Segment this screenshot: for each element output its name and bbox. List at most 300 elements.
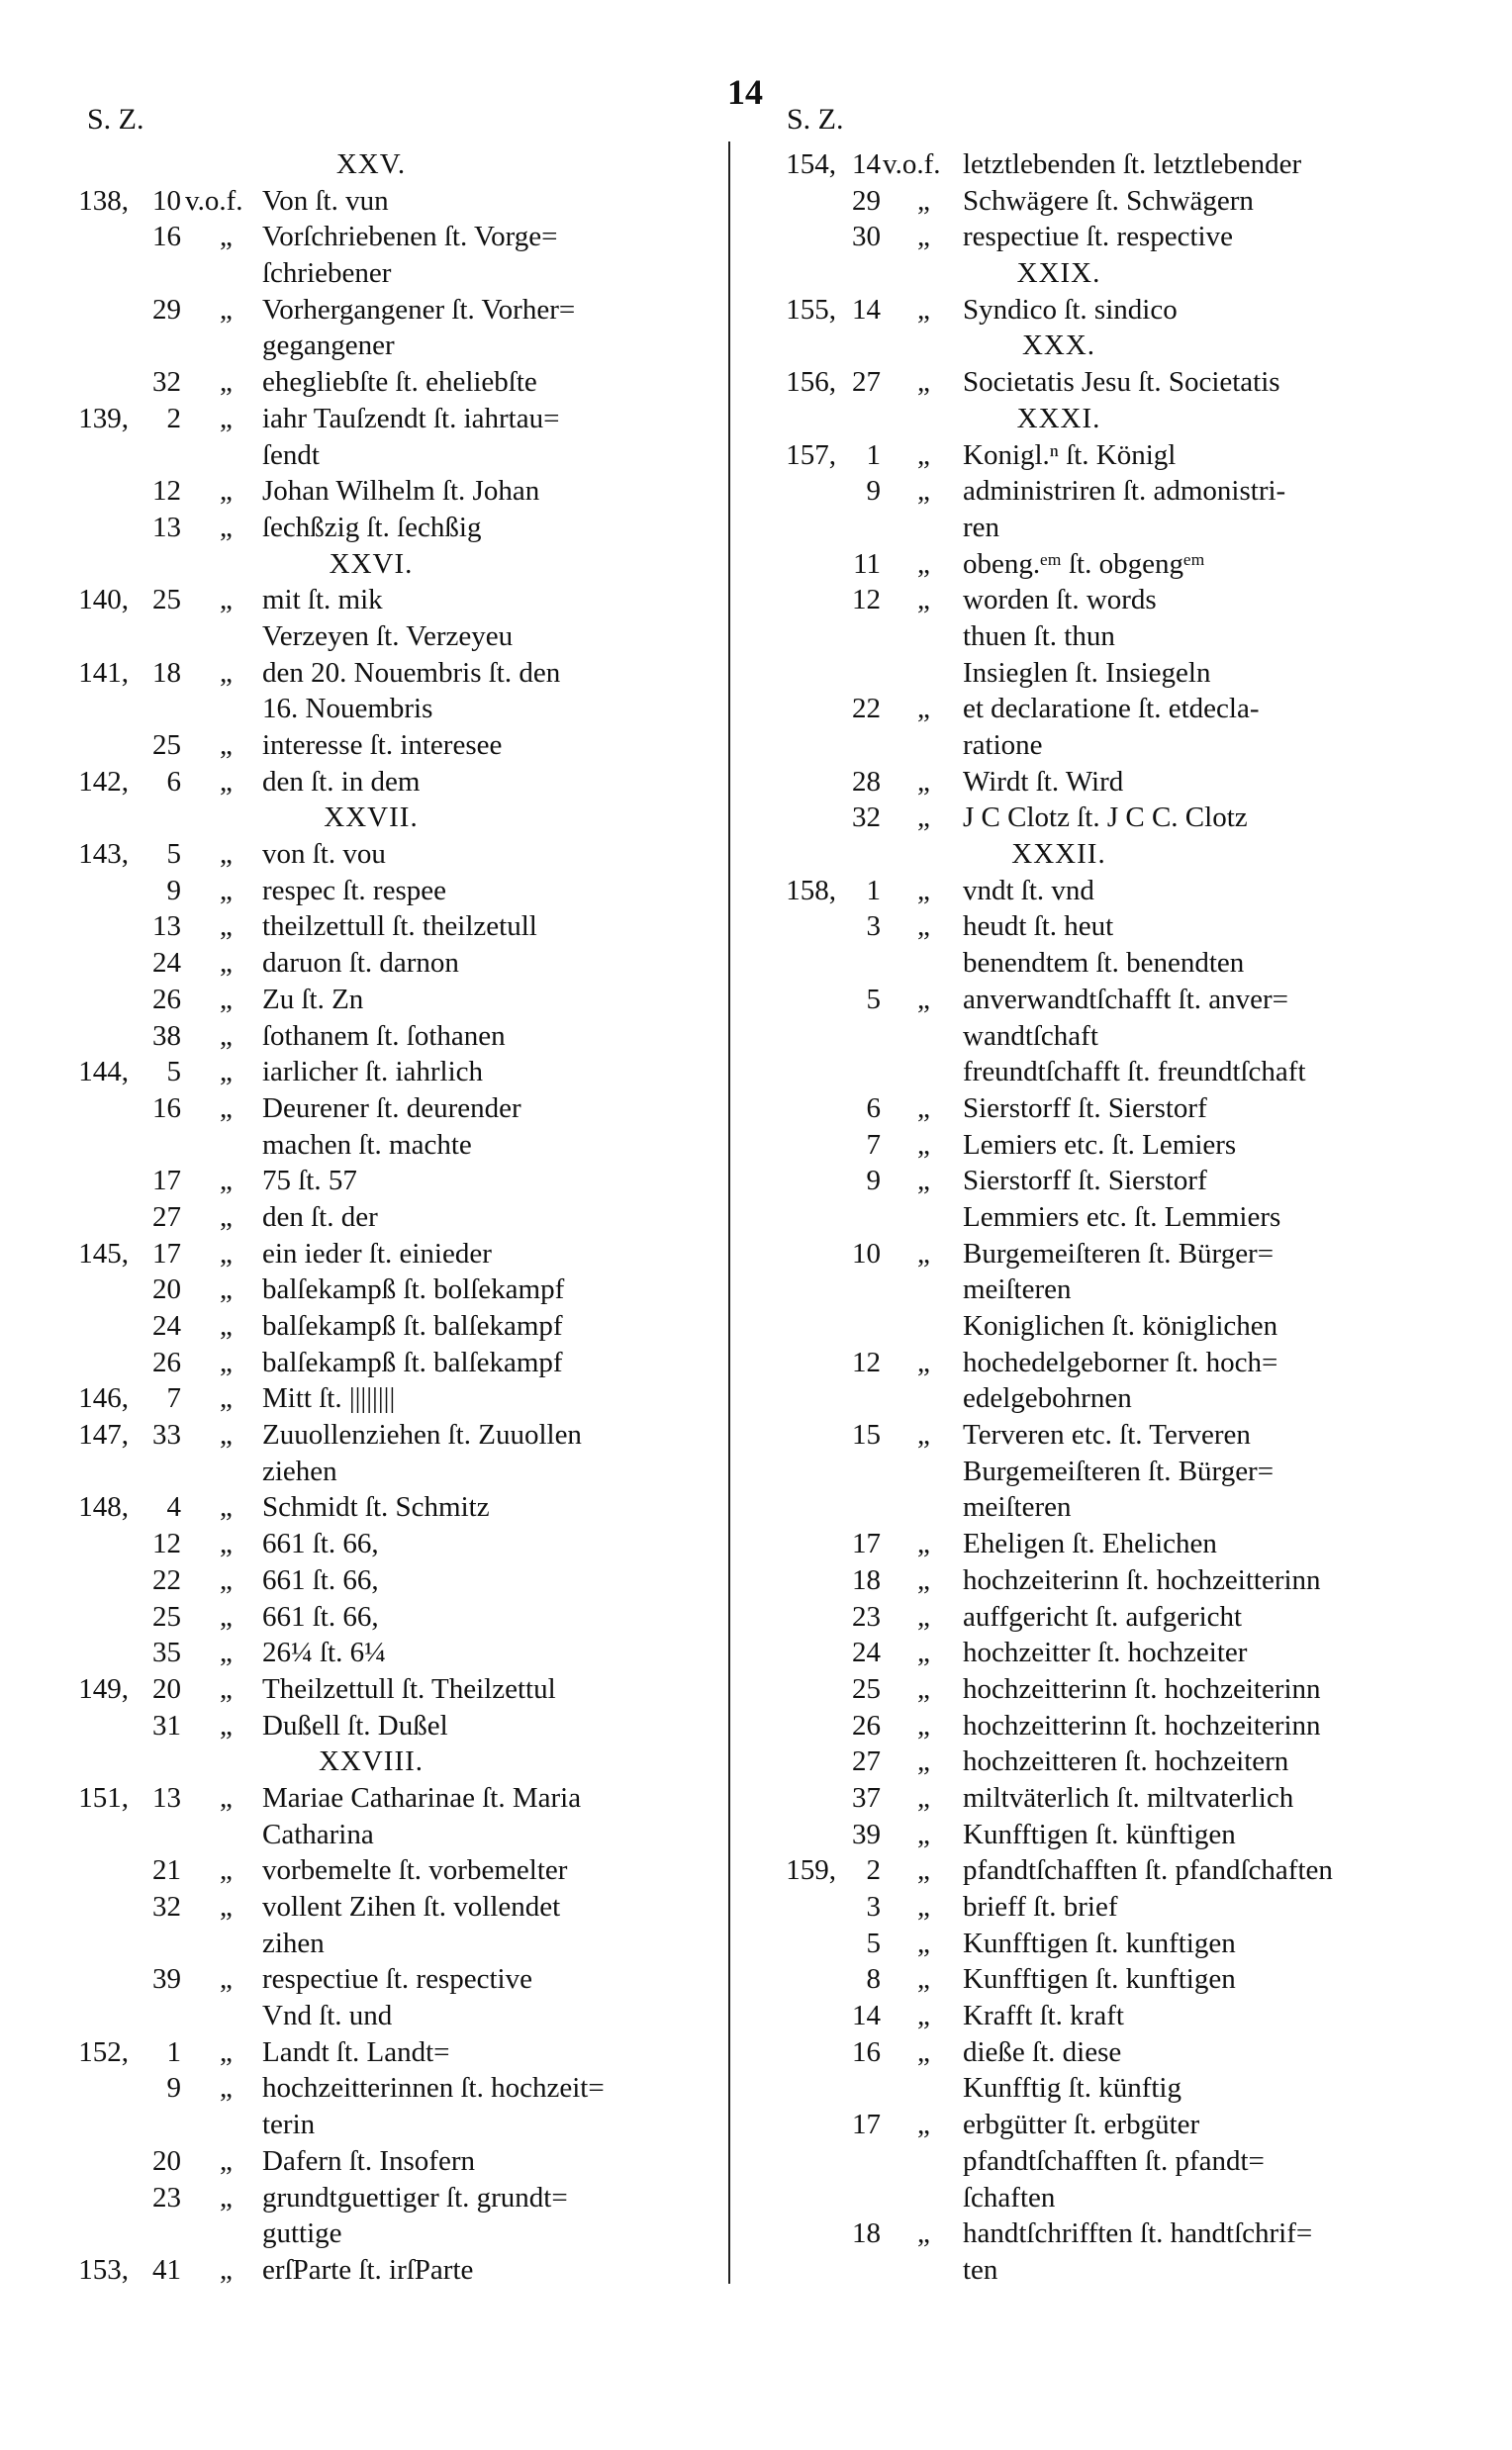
line-ref: 32 <box>852 801 881 834</box>
errata-entry <box>0 764 722 801</box>
ditto-mark: „ <box>917 1854 930 1887</box>
line-ref: 2 <box>866 1854 881 1887</box>
line-ref: 35 <box>152 1637 181 1669</box>
ditto-mark: „ <box>220 2072 233 2105</box>
ditto-mark: „ <box>220 1419 233 1452</box>
correction-text: Theilzettull ſt. Theilzettul <box>262 1672 556 1705</box>
line-ref: 16 <box>852 2035 881 2068</box>
ditto-mark: „ <box>220 1672 233 1705</box>
errata-entry <box>698 1708 1450 1744</box>
errata-entry <box>0 836 722 873</box>
errata-entry <box>698 1345 1450 1381</box>
correction-text: erſParte ſt. irſParte <box>262 2253 474 2286</box>
errata-entry <box>698 655 1450 692</box>
line-ref: 18 <box>152 656 181 689</box>
errata-entry <box>0 437 722 474</box>
section-heading-row <box>0 800 722 836</box>
errata-entry <box>0 2034 722 2071</box>
correction-text: Johan Wilhelm ſt. Johan <box>262 475 540 508</box>
line-ref: 10 <box>852 1237 881 1270</box>
line-ref: 5 <box>166 1056 181 1088</box>
ditto-mark: „ <box>917 1818 930 1850</box>
correction-text: Mariae Catharinae ſt. Maria <box>262 1781 582 1814</box>
correction-text: benendtem ſt. benendten <box>963 947 1245 980</box>
correction-text: Schmidt ſt. Schmitz <box>262 1491 490 1524</box>
errata-entry <box>698 183 1450 220</box>
ditto-mark: „ <box>917 221 930 253</box>
errata-entry <box>698 473 1450 510</box>
errata-entry <box>0 2070 722 2107</box>
errata-entry <box>0 473 722 510</box>
ditto-mark: „ <box>917 1419 930 1452</box>
line-ref: 18 <box>852 1563 881 1596</box>
errata-entry <box>698 982 1450 1018</box>
correction-text: Catharina <box>262 1818 374 1850</box>
line-ref: 27 <box>852 366 881 399</box>
line-ref: 32 <box>152 1891 181 1923</box>
ditto-mark: „ <box>220 293 233 326</box>
ditto-mark: „ <box>220 1637 233 1669</box>
left-column-errata <box>0 146 722 2289</box>
line-ref: 9 <box>166 2072 181 2105</box>
line-ref: 20 <box>152 1273 181 1306</box>
ditto-mark: „ <box>917 765 930 798</box>
correction-text: wandtſchaft <box>963 1019 1098 1052</box>
ditto-mark: „ <box>917 1745 930 1778</box>
line-ref: 39 <box>852 1818 881 1850</box>
ditto-mark: „ <box>220 402 233 434</box>
correction-text: Syndico ſt. sindico <box>963 293 1178 326</box>
ditto-mark: „ <box>917 366 930 399</box>
errata-entry <box>0 618 722 655</box>
errata-entry <box>698 1417 1450 1454</box>
correction-text: Deurener ſt. deurender <box>262 1091 521 1124</box>
page-ref: 158, <box>786 874 836 906</box>
errata-entry <box>0 401 722 437</box>
errata-entry <box>0 2215 722 2252</box>
correction-text: Terveren etc. ſt. Terveren <box>963 1419 1251 1452</box>
correction-text: Mitt ſt. |||||||| <box>262 1382 396 1415</box>
errata-entry <box>0 727 722 764</box>
errata-entry <box>698 1562 1450 1599</box>
correction-text: J C Clotz ſt. J C C. Clotz <box>963 801 1248 834</box>
line-ref: 8 <box>866 1963 881 1996</box>
correction-text: Von ſt. vun <box>262 184 389 217</box>
errata-entry <box>0 691 722 727</box>
line-ref: 23 <box>852 1600 881 1633</box>
errata-entry <box>698 1199 1450 1236</box>
correction-text: edelgebohrnen <box>963 1382 1132 1415</box>
section-heading-row <box>0 546 722 583</box>
line-ref: 12 <box>152 1528 181 1560</box>
correction-text: Vorſchriebenen ſt. Vorge= <box>262 221 558 253</box>
ditto-mark: „ <box>220 983 233 1015</box>
ditto-mark: „ <box>220 511 233 543</box>
ditto-mark: „ <box>917 293 930 326</box>
errata-entry <box>698 1090 1450 1127</box>
line-ref: 24 <box>152 1310 181 1342</box>
page-ref: 145, <box>78 1237 129 1270</box>
correction-text: terin <box>262 2109 316 2141</box>
ditto-mark: „ <box>220 1528 233 1560</box>
correction-text: respec ſt. respee <box>262 874 446 906</box>
correction-text: Schwägere ſt. Schwägern <box>963 184 1254 217</box>
page-ref: 153, <box>78 2253 129 2286</box>
page-number: 14 <box>727 72 763 112</box>
line-ref: 3 <box>866 1891 881 1923</box>
ditto-mark: „ <box>917 1563 930 1596</box>
correction-text: heudt ſt. heut <box>963 910 1114 943</box>
errata-entry <box>0 582 722 618</box>
line-ref: 15 <box>852 1419 881 1452</box>
correction-text: mit ſt. mik <box>262 584 383 616</box>
line-ref: 9 <box>866 475 881 508</box>
errata-entry <box>0 1526 722 1562</box>
line-ref: 17 <box>152 1237 181 1270</box>
ditto-mark: „ <box>220 1346 233 1378</box>
correction-text: freundtſchafft ſt. freundtſchaft <box>963 1056 1306 1088</box>
section-heading: XXVII. <box>324 801 419 834</box>
errata-entry <box>698 510 1450 546</box>
line-ref: 7 <box>166 1382 181 1415</box>
correction-text: Zuuollenziehen ſt. Zuuollen <box>262 1419 582 1452</box>
line-ref: 9 <box>166 874 181 906</box>
correction-text: Societatis Jesu ſt. Societatis <box>963 366 1280 399</box>
ditto-mark: „ <box>220 874 233 906</box>
correction-text: Kunfftigen ſt. kunftigen <box>963 1963 1236 1996</box>
correction-text: hochzeitterinn ſt. hochzeiterinn <box>963 1672 1321 1705</box>
correction-text: respectiue ſt. respective <box>262 1963 532 1996</box>
line-ref: 13 <box>152 1781 181 1814</box>
right-column-header: S. Z. <box>787 103 844 136</box>
line-ref: 1 <box>866 874 881 906</box>
correction-text: Zu ſt. Zn <box>262 983 364 1015</box>
correction-text: pfandtſchafften ſt. pfandt= <box>963 2144 1265 2177</box>
errata-entry <box>698 1889 1450 1926</box>
errata-entry <box>0 292 722 329</box>
errata-entry <box>698 1780 1450 1817</box>
correction-text: brieff ſt. brief <box>963 1891 1118 1923</box>
correction-text: hochedelgeborner ſt. hoch= <box>963 1346 1278 1378</box>
ditto-mark: „ <box>917 1672 930 1705</box>
page-ref: 139, <box>78 402 129 434</box>
line-ref: 22 <box>152 1563 181 1596</box>
ditto-mark: „ <box>917 1346 930 1378</box>
errata-entry <box>698 1635 1450 1671</box>
errata-entry <box>0 219 722 255</box>
errata-entry <box>698 437 1450 474</box>
errata-entry <box>0 1380 722 1417</box>
errata-entry <box>698 1272 1450 1308</box>
correction-text: 661 ſt. 66, <box>262 1563 379 1596</box>
line-ref: 13 <box>152 910 181 943</box>
correction-text: Insieglen ſt. Insiegeln <box>963 656 1211 689</box>
errata-entry <box>0 2143 722 2180</box>
errata-entry <box>698 618 1450 655</box>
errata-entry <box>0 1635 722 1671</box>
ditto-mark: „ <box>220 765 233 798</box>
correction-text: hochzeiterinn ſt. hochzeitterinn <box>963 1563 1321 1596</box>
line-ref: 10 <box>152 184 181 217</box>
line-ref: 24 <box>852 1637 881 1669</box>
line-ref: 7 <box>866 1128 881 1161</box>
errata-entry <box>698 1926 1450 1962</box>
line-ref: 5 <box>866 983 881 1015</box>
correction-text: Landt ſt. Landt= <box>262 2035 450 2068</box>
errata-entry <box>698 764 1450 801</box>
page-ref: 141, <box>78 656 129 689</box>
ditto-mark: „ <box>220 729 233 761</box>
page-ref: 146, <box>78 1382 129 1415</box>
line-ref: 31 <box>152 1709 181 1742</box>
errata-entry <box>0 510 722 546</box>
line-ref: 12 <box>852 1346 881 1378</box>
errata-entry <box>698 1054 1450 1090</box>
errata-entry <box>0 1054 722 1090</box>
errata-entry <box>698 582 1450 618</box>
section-heading-row <box>698 255 1450 292</box>
ditto-mark: „ <box>220 475 233 508</box>
correction-text: von ſt. vou <box>262 838 386 871</box>
line-ref: 18 <box>852 2217 881 2250</box>
correction-text: ziehen <box>262 1455 337 1487</box>
correction-text: vndt ſt. vnd <box>963 874 1094 906</box>
errata-entry <box>698 873 1450 909</box>
errata-entry <box>0 2107 722 2143</box>
correction-text: ſchaften <box>963 2181 1056 2214</box>
page-ref: 156, <box>786 366 836 399</box>
page-ref: 152, <box>78 2035 129 2068</box>
ditto-mark: „ <box>220 1273 233 1306</box>
ditto-mark: „ <box>220 1382 233 1415</box>
ditto-mark: „ <box>917 693 930 725</box>
ditto-mark: „ <box>220 1709 233 1742</box>
correction-text: administriren ſt. admonistri- <box>963 475 1286 508</box>
page-ref: 159, <box>786 1854 836 1887</box>
page-ref: 138, <box>78 184 129 217</box>
line-ref: 20 <box>152 2144 181 2177</box>
section-heading: XXX. <box>1021 330 1096 362</box>
line-ref: 22 <box>852 693 881 725</box>
ditto-mark: „ <box>220 366 233 399</box>
section-heading-row <box>698 836 1450 873</box>
section-heading-row <box>0 146 722 183</box>
errata-entry <box>0 1454 722 1490</box>
correction-text: guttige <box>262 2217 342 2250</box>
ditto-mark: „ <box>917 438 930 471</box>
correction-text: dieße ſt. diese <box>963 2035 1122 2068</box>
correction-text: balſekampß ſt. balſekampf <box>262 1346 563 1378</box>
errata-entry <box>0 1163 722 1199</box>
correction-text: worden ſt. words <box>963 584 1157 616</box>
errata-entry <box>698 2215 1450 2252</box>
errata-entry <box>698 1489 1450 1526</box>
ditto-mark: „ <box>917 874 930 906</box>
line-ref: 6 <box>866 1091 881 1124</box>
errata-entry <box>0 2252 722 2289</box>
errata-entry <box>698 1852 1450 1889</box>
correction-text: hochzeitter ſt. hochzeiter <box>963 1637 1248 1669</box>
correction-text: machen ſt. machte <box>262 1128 472 1161</box>
ditto-mark: „ <box>917 801 930 834</box>
line-ref: 21 <box>152 1854 181 1887</box>
ditto-mark: „ <box>220 2144 233 2177</box>
page-ref: 144, <box>78 1056 129 1088</box>
errata-entry <box>698 1998 1450 2034</box>
errata-entry <box>698 1127 1450 1164</box>
correction-text: Lemmiers etc. ſt. Lemmiers <box>963 1200 1281 1233</box>
section-heading: XXV. <box>335 148 407 180</box>
correction-text: respectiue ſt. respective <box>963 221 1233 253</box>
ditto-mark: „ <box>917 1709 930 1742</box>
ditto-mark: „ <box>220 221 233 253</box>
line-ref: 29 <box>152 293 181 326</box>
errata-entry <box>0 1272 722 1308</box>
page-ref: 151, <box>78 1781 129 1814</box>
ditto-mark: v.o.f. <box>883 148 941 180</box>
correction-text: gegangener <box>262 330 395 362</box>
ditto-mark: „ <box>220 1854 233 1887</box>
errata-entry <box>0 873 722 909</box>
line-ref: 17 <box>152 1165 181 1197</box>
correction-text: Vnd ſt. und <box>262 2000 393 2032</box>
correction-text: zihen <box>262 1927 325 1959</box>
page-ref: 147, <box>78 1419 129 1452</box>
line-ref: 25 <box>852 1672 881 1705</box>
errata-entry <box>0 1852 722 1889</box>
line-ref: 16 <box>152 221 181 253</box>
errata-entry <box>698 219 1450 255</box>
ditto-mark: „ <box>220 2035 233 2068</box>
line-ref: 25 <box>152 1600 181 1633</box>
errata-entry <box>0 1708 722 1744</box>
correction-text: den ſt. der <box>262 1200 378 1233</box>
errata-entry <box>0 1562 722 1599</box>
correction-text: ten <box>963 2253 998 2286</box>
errata-entry <box>698 1018 1450 1055</box>
line-ref: 28 <box>852 765 881 798</box>
line-ref: 14 <box>852 2000 881 2032</box>
correction-text: handtſchrifften ſt. handtſchrif= <box>963 2217 1313 2250</box>
correction-text: Dafern ſt. Insofern <box>262 2144 475 2177</box>
ditto-mark: „ <box>917 1528 930 1560</box>
errata-entry <box>0 655 722 692</box>
page-ref: 148, <box>78 1491 129 1524</box>
correction-text: vollent Zihen ſt. vollendet <box>262 1891 561 1923</box>
line-ref: 1 <box>166 2035 181 2068</box>
errata-entry <box>698 2107 1450 2143</box>
correction-text: grundtguettiger ſt. grundt= <box>262 2181 568 2214</box>
errata-entry <box>698 1380 1450 1417</box>
ditto-mark: „ <box>220 1781 233 1814</box>
ditto-mark: „ <box>220 584 233 616</box>
correction-text: Kunfftig ſt. künftig <box>963 2072 1181 2105</box>
line-ref: 25 <box>152 729 181 761</box>
errata-entry <box>698 908 1450 945</box>
correction-text: ſchriebener <box>262 257 392 290</box>
correction-text: meiſteren <box>963 1491 1072 1524</box>
correction-text: daruon ſt. darnon <box>262 947 459 980</box>
correction-text: Konigl.ⁿ ſt. Königl <box>963 438 1177 471</box>
line-ref: 6 <box>166 765 181 798</box>
ditto-mark: „ <box>220 2253 233 2286</box>
ditto-mark: „ <box>917 1963 930 1996</box>
errata-entry <box>0 1599 722 1636</box>
errata-entry <box>698 2143 1450 2180</box>
line-ref: 14 <box>852 293 881 326</box>
page-ref: 155, <box>786 293 836 326</box>
line-ref: 17 <box>852 2109 881 2141</box>
correction-text: obeng.ᵉᵐ ſt. obgengᵉᵐ <box>963 547 1205 580</box>
errata-entry <box>0 1489 722 1526</box>
ditto-mark: „ <box>220 1600 233 1633</box>
correction-text: Eheligen ſt. Ehelichen <box>963 1528 1217 1560</box>
line-ref: 17 <box>852 1528 881 1560</box>
errata-entry <box>698 1454 1450 1490</box>
errata-entry <box>0 1780 722 1817</box>
section-heading: XXXII. <box>1011 838 1106 871</box>
ditto-mark: v.o.f. <box>185 184 243 217</box>
errata-entry <box>698 1671 1450 1708</box>
correction-text: hochzeitterinnen ſt. hochzeit= <box>262 2072 605 2105</box>
section-heading: XXXI. <box>1016 402 1101 434</box>
ditto-mark: „ <box>917 1781 930 1814</box>
errata-entry <box>698 800 1450 836</box>
line-ref: 27 <box>152 1200 181 1233</box>
correction-text: Krafft ſt. kraft <box>963 2000 1124 2032</box>
errata-entry <box>698 691 1450 727</box>
ditto-mark: „ <box>917 2217 930 2250</box>
correction-text: den ſt. in dem <box>262 765 421 798</box>
errata-entry <box>698 945 1450 982</box>
errata-entry <box>698 2070 1450 2107</box>
correction-text: ratione <box>963 729 1043 761</box>
errata-entry <box>0 183 722 220</box>
errata-entry <box>698 2180 1450 2216</box>
correction-text: ren <box>963 511 1000 543</box>
errata-entry <box>698 1163 1450 1199</box>
line-ref: 5 <box>866 1927 881 1959</box>
ditto-mark: „ <box>917 1237 930 1270</box>
errata-entry <box>698 1743 1450 1780</box>
line-ref: 26 <box>852 1709 881 1742</box>
correction-text: ſothanem ſt. ſothanen <box>262 1019 506 1052</box>
line-ref: 25 <box>152 584 181 616</box>
correction-text: Lemiers etc. ſt. Lemiers <box>963 1128 1237 1161</box>
errata-entry <box>698 2034 1450 2071</box>
correction-text: ſendt <box>262 438 320 471</box>
line-ref: 12 <box>152 475 181 508</box>
line-ref: 9 <box>866 1165 881 1197</box>
errata-entry <box>0 1998 722 2034</box>
correction-text: hochzeitteren ſt. hochzeitern <box>963 1745 1289 1778</box>
correction-text: iarlicher ſt. iahrlich <box>262 1056 484 1088</box>
errata-entry <box>698 1526 1450 1562</box>
page-ref: 154, <box>786 148 836 180</box>
page-ref: 140, <box>78 584 129 616</box>
correction-text: 661 ſt. 66, <box>262 1528 379 1560</box>
correction-text: Burgemeiſteren ſt. Bürger= <box>963 1237 1275 1270</box>
ditto-mark: „ <box>220 910 233 943</box>
correction-text: 16. Nouembris <box>262 693 433 725</box>
correction-text: Kunfftigen ſt. kunftigen <box>963 1927 1236 1959</box>
errata-entry <box>698 1961 1450 1998</box>
correction-text: Sierstorff ſt. Sierstorf <box>963 1091 1207 1124</box>
page-ref: 157, <box>786 438 836 471</box>
errata-entry <box>0 1236 722 1272</box>
correction-text: miltväterlich ſt. miltvaterlich <box>963 1781 1294 1814</box>
left-column-header: S. Z. <box>87 103 144 136</box>
